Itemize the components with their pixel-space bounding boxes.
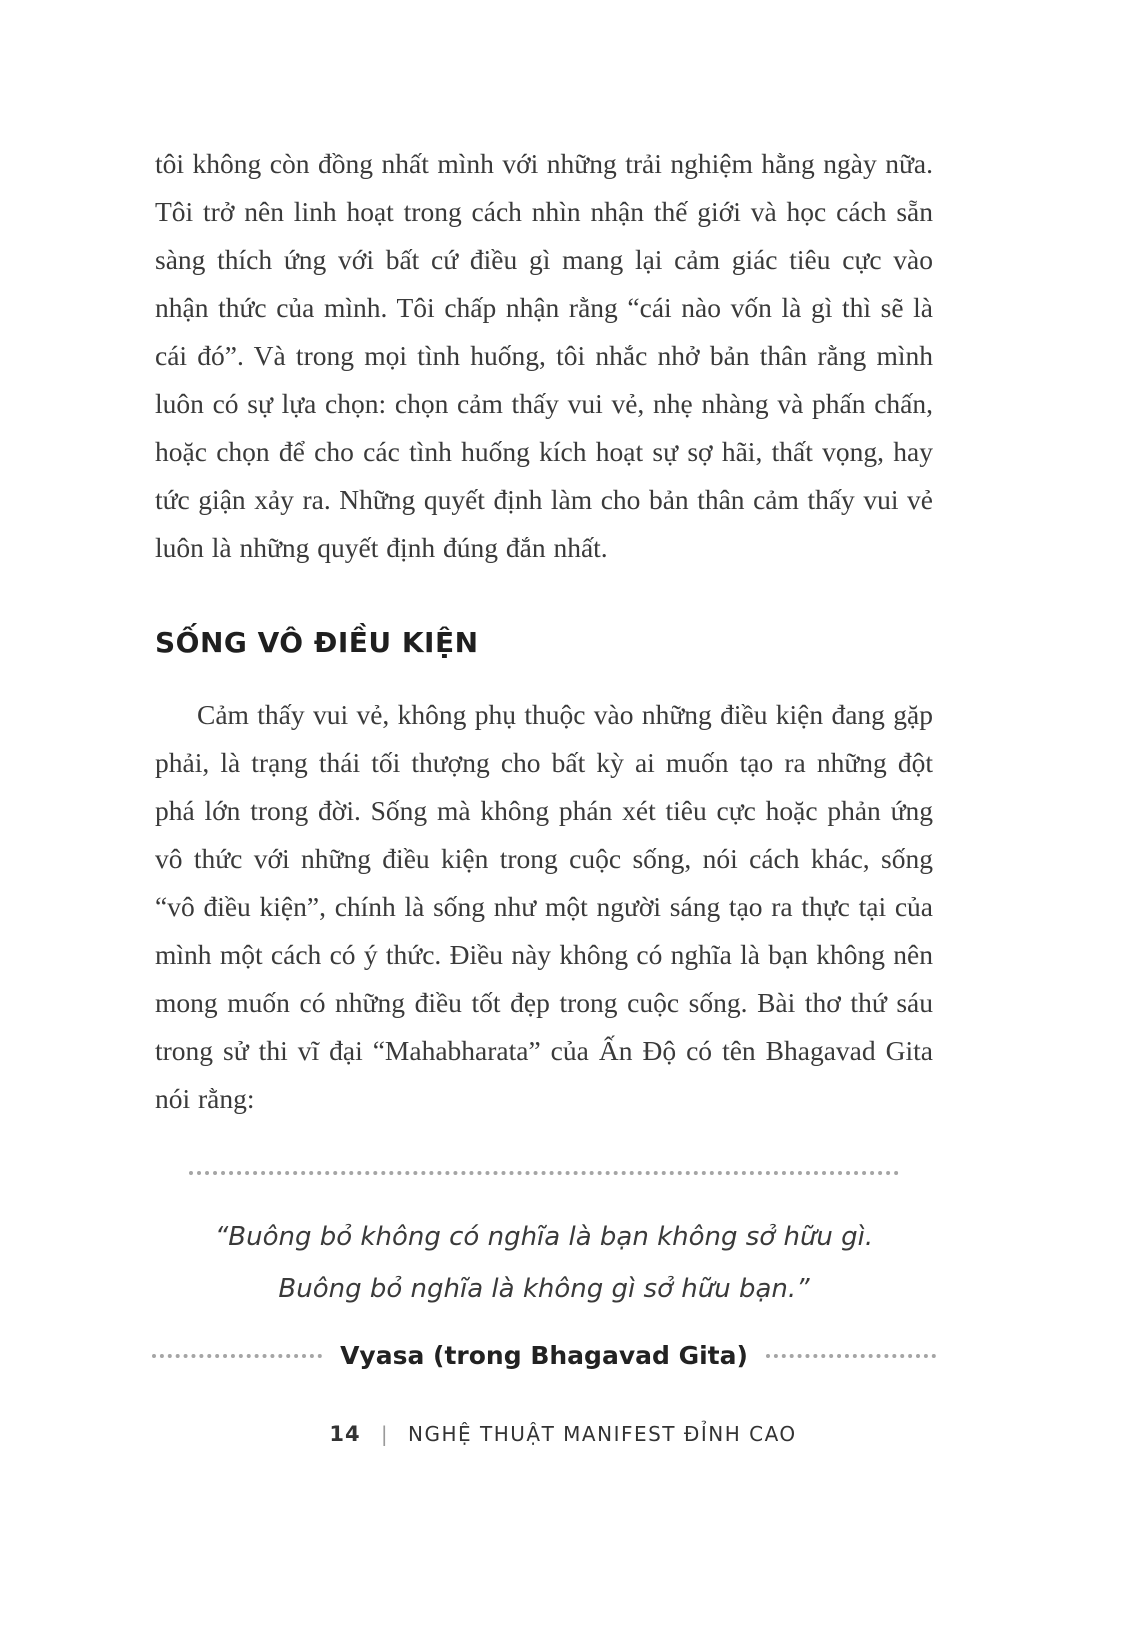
dotted-divider-right xyxy=(766,1354,936,1358)
quote-attribution-row xyxy=(155,1341,933,1370)
quote-block xyxy=(155,1171,933,1370)
page-footer xyxy=(0,1422,1126,1446)
quote-line-1: “Buông bỏ không có nghĩa là bạn không sở hữu gì. xyxy=(214,1222,874,1252)
quote-attribution: Vyasa (trong Bhagavad Gita) xyxy=(340,1341,748,1370)
dotted-divider-top xyxy=(189,1171,899,1175)
page-number: 14 xyxy=(329,1422,361,1446)
footer-separator: | xyxy=(380,1422,388,1446)
paragraph-body: Cảm thấy vui vẻ, không phụ thuộc vào những điều kiện đang gặp phải, là trạng thái tối thượng cho bất kỳ ai muốn tạo ra những đột phá lớn trong đời. Sống mà không phán xét tiêu cực hoặc phản ứng vô thức với những điều kiện trong cuộc sống, nói cách khác, sống “vô điều kiện”, chính là sống như một người sáng tạo ra thực tại của mình một cách có ý thức. Điều này không có nghĩa là bạn không nên mong muốn có những điều tốt đẹp trong cuộc sống. Bài thơ thứ sáu trong sử thi vĩ đại “Mahabharata” của Ấn Độ có tên Bhagavad Gita nói rằng: xyxy=(155,699,933,1114)
dotted-divider-left xyxy=(152,1354,322,1358)
book-title: NGHỆ THUẬT MANIFEST ĐỈNH CAO xyxy=(408,1422,797,1446)
section-heading: SỐNG VÔ ĐIỀU KIỆN xyxy=(155,626,479,659)
page-content xyxy=(155,140,933,1370)
paragraph-continuation: tôi không còn đồng nhất mình với những trải nghiệm hằng ngày nữa. Tôi trở nên linh hoạt trong cách nhìn nhận thế giới và học cách sẵn sàng thích ứng với bất cứ điều gì mang lại cảm giác tiêu cực vào nhận thức của mình. Tôi chấp nhận rằng “cái nào vốn là gì thì sẽ là cái đó”. Và trong mọi tình huống, tôi nhắc nhở bản thân rằng mình luôn có sự lựa chọn: chọn cảm thấy vui vẻ, nhẹ nhàng và phấn chấn, hoặc chọn để cho các tình huống kích hoạt sự sợ hãi, thất vọng, hay tức giận xảy ra. Những quyết định làm cho bản thân cảm thấy vui vẻ luôn là những quyết định đúng đắn nhất. xyxy=(155,148,933,563)
quote-line-2: Buông bỏ nghĩa là không gì sở hữu bạn.” xyxy=(278,1274,810,1304)
quote-text xyxy=(155,1211,933,1315)
